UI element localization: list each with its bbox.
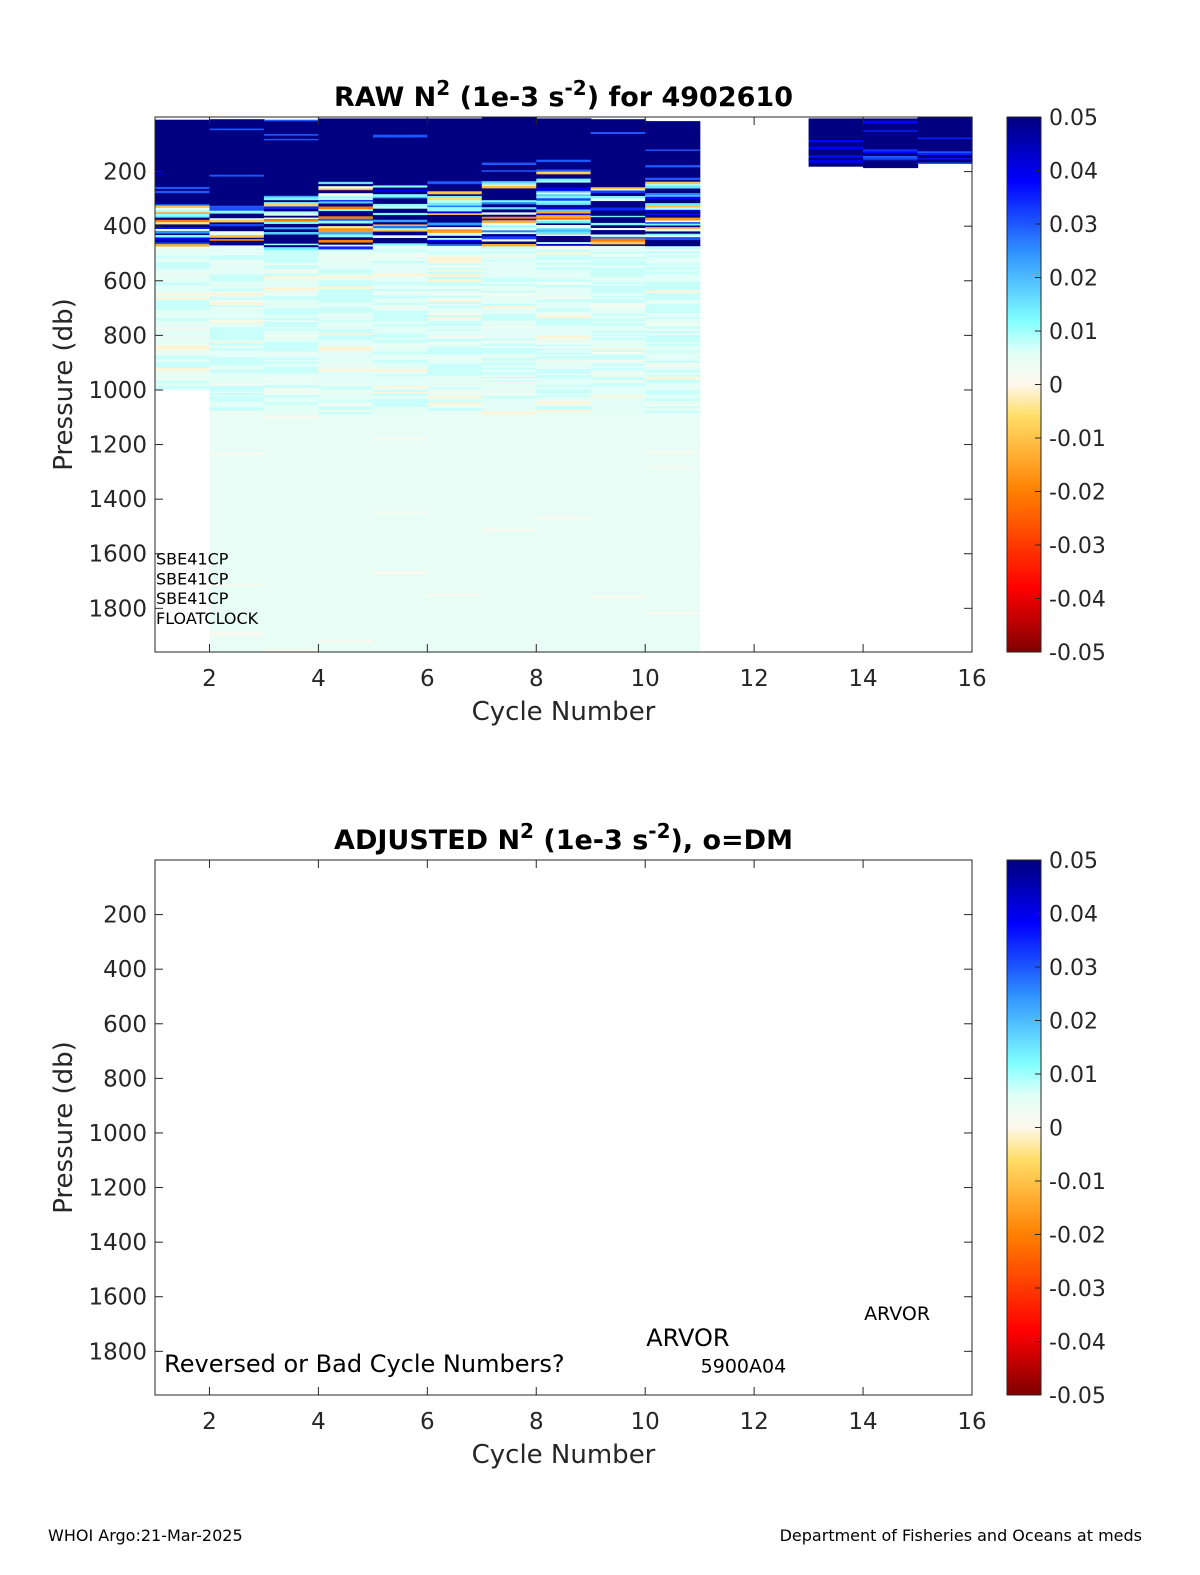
heatmap-cell — [482, 646, 537, 650]
title-text: ) for 4902610 — [586, 82, 793, 113]
annotation-label: SBE41CP — [156, 569, 229, 589]
colorbar-tick-label: 0.03 — [1049, 213, 1098, 238]
y-tick-label: 1600 — [88, 1284, 147, 1311]
annotation-label: SBE41CP — [156, 589, 229, 609]
heatmap-cell — [918, 160, 973, 163]
colorbar-tick-label: 0.02 — [1049, 1009, 1098, 1035]
heatmap-cell — [427, 215, 482, 219]
heatmap-cell — [591, 340, 646, 344]
colorbar-tick-label: 0.04 — [1049, 902, 1098, 928]
heatmap-cell — [482, 362, 537, 366]
x-tick-label: 12 — [739, 1409, 769, 1435]
chart-panel-1 — [49, 76, 1106, 727]
title-superscript: 2 — [436, 76, 451, 100]
annotation-label: ARVOR — [864, 1302, 931, 1325]
heatmap-cell — [210, 492, 265, 495]
heatmap-cell — [427, 608, 482, 611]
chart-title — [334, 76, 793, 113]
heatmap-cell — [264, 424, 319, 428]
colorbar-tick-label: 0 — [1049, 1116, 1063, 1142]
heatmap-cell — [318, 509, 373, 512]
x-tick-label: 2 — [202, 1409, 217, 1435]
heatmap-cell — [536, 531, 591, 535]
heatmap-cell — [482, 400, 537, 403]
colorbar-tick-label: 0.01 — [1049, 320, 1098, 345]
colorbar-tick-label: 0.02 — [1049, 266, 1098, 292]
colorbar-tick-label: -0.04 — [1049, 1330, 1106, 1356]
heatmap-cell — [863, 167, 918, 169]
y-tick-label: 1400 — [88, 487, 147, 514]
title-superscript: 2 — [520, 819, 534, 843]
heatmap-cell — [427, 622, 482, 626]
title-text: RAW N — [334, 82, 437, 113]
annotation-label: ARVOR — [646, 1323, 730, 1352]
colorbar-tick-label: -0.04 — [1049, 587, 1106, 613]
colorbar-tick-label: -0.02 — [1049, 1223, 1106, 1249]
x-tick-label: 16 — [957, 666, 987, 692]
heatmap-cell — [427, 378, 482, 381]
x-tick-label: 10 — [630, 1409, 660, 1435]
x-axis-label: Cycle Number — [471, 1440, 656, 1470]
x-tick-label: 4 — [311, 666, 326, 692]
heatmap-cell — [210, 302, 265, 306]
colorbar-tick-label: 0.05 — [1049, 106, 1098, 131]
colorbar-tick-label: -0.03 — [1049, 1277, 1106, 1302]
colorbar-tick-label: -0.01 — [1049, 427, 1106, 452]
heatmap-cell — [318, 286, 373, 289]
x-tick-label: 6 — [420, 666, 435, 692]
x-tick-label: 12 — [739, 666, 769, 692]
y-tick-label: 800 — [103, 1066, 147, 1093]
x-tick-label: 6 — [420, 1409, 435, 1435]
y-tick-label: 1400 — [88, 1230, 147, 1257]
heatmap-cell — [373, 194, 428, 197]
x-tick-label: 2 — [202, 666, 217, 692]
y-tick-label: 200 — [103, 159, 147, 186]
annotation-label: 5900A04 — [700, 1355, 787, 1378]
chart-title — [334, 819, 793, 856]
x-tick-label: 10 — [630, 666, 660, 692]
x-axis-label: Cycle Number — [471, 697, 656, 727]
heatmap-cell — [809, 165, 864, 167]
heatmap-cell — [591, 411, 646, 414]
plot-area — [155, 860, 972, 1395]
heatmap-cell — [536, 478, 591, 482]
y-tick-label: 400 — [103, 957, 147, 984]
heatmap-cell — [863, 144, 918, 148]
annotation-label: Reversed or Bad Cycle Numbers? — [164, 1349, 565, 1378]
colorbar-tick-label: 0.04 — [1049, 159, 1098, 185]
title-superscript: -2 — [648, 819, 671, 843]
colorbar-tick-label: -0.05 — [1049, 1384, 1106, 1409]
title-text: (1e-3 s — [533, 825, 649, 856]
title-text: ), o=DM — [670, 825, 793, 856]
colorbar-tick-label: -0.01 — [1049, 1170, 1106, 1195]
title-text: ADJUSTED N — [334, 825, 521, 856]
y-axis-label: Pressure (db) — [49, 1041, 79, 1214]
heatmap-cell — [373, 298, 428, 302]
colorbar-tick-label: 0.03 — [1049, 956, 1098, 981]
title-superscript: -2 — [564, 76, 587, 100]
heatmap-cell — [809, 147, 864, 151]
colorbar-tick-label: -0.03 — [1049, 534, 1106, 559]
x-tick-label: 16 — [957, 1409, 987, 1435]
y-tick-label: 1200 — [88, 1175, 147, 1202]
x-tick-label: 4 — [311, 1409, 326, 1435]
heatmap-cell — [482, 460, 537, 463]
y-tick-label: 1000 — [88, 1120, 147, 1147]
y-tick-label: 1800 — [88, 596, 147, 623]
x-tick-label: 14 — [848, 1409, 878, 1435]
chart-panel-2 — [49, 819, 1106, 1470]
annotation-label: FLOATCLOCK — [156, 609, 259, 629]
heatmap-cell — [264, 250, 319, 254]
heatmap-cell — [427, 631, 482, 635]
heatmap-cell — [645, 310, 700, 314]
y-tick-label: 1000 — [88, 377, 147, 404]
annotation-label: SBE41CP — [156, 549, 229, 569]
x-tick-label: 14 — [848, 666, 878, 692]
heatmap-cell — [318, 423, 373, 427]
y-tick-label: 600 — [103, 1011, 147, 1038]
footer-right-label: Department of Fisheries and Oceans at meds — [779, 1526, 1142, 1545]
heatmap-cell — [918, 163, 973, 164]
heatmap-cell — [318, 466, 373, 470]
x-tick-label: 8 — [528, 1409, 544, 1435]
heatmap-cell — [373, 647, 428, 651]
heatmap-cell — [645, 413, 700, 416]
heatmap-cell — [645, 524, 700, 527]
heatmap-cell — [427, 143, 482, 147]
y-tick-label: 1600 — [88, 541, 147, 568]
y-tick-label: 200 — [103, 902, 147, 929]
footer-left-label: WHOI Argo:21-Mar-2025 — [48, 1526, 243, 1545]
y-tick-label: 800 — [103, 323, 147, 350]
title-text: (1e-3 s — [450, 82, 565, 113]
y-axis-label: Pressure (db) — [49, 298, 79, 471]
y-tick-label: 1800 — [88, 1339, 147, 1366]
heatmap-cell — [264, 518, 319, 522]
x-tick-label: 8 — [528, 666, 544, 692]
heatmap-cell — [155, 389, 210, 391]
colorbar-tick-label: 0 — [1049, 373, 1063, 399]
heatmap-cell — [591, 467, 646, 470]
colorbar-tick-label: 0.01 — [1049, 1063, 1098, 1088]
heatmap-cell — [427, 191, 482, 195]
heatmap-cell — [427, 458, 482, 462]
y-tick-label: 600 — [103, 268, 147, 295]
y-tick-label: 1200 — [88, 432, 147, 459]
colorbar-tick-label: -0.05 — [1049, 641, 1106, 666]
colorbar-tick-label: -0.02 — [1049, 480, 1106, 506]
heatmap-cell — [809, 160, 864, 163]
y-tick-label: 400 — [103, 214, 147, 241]
colorbar-tick-label: 0.05 — [1049, 849, 1098, 874]
